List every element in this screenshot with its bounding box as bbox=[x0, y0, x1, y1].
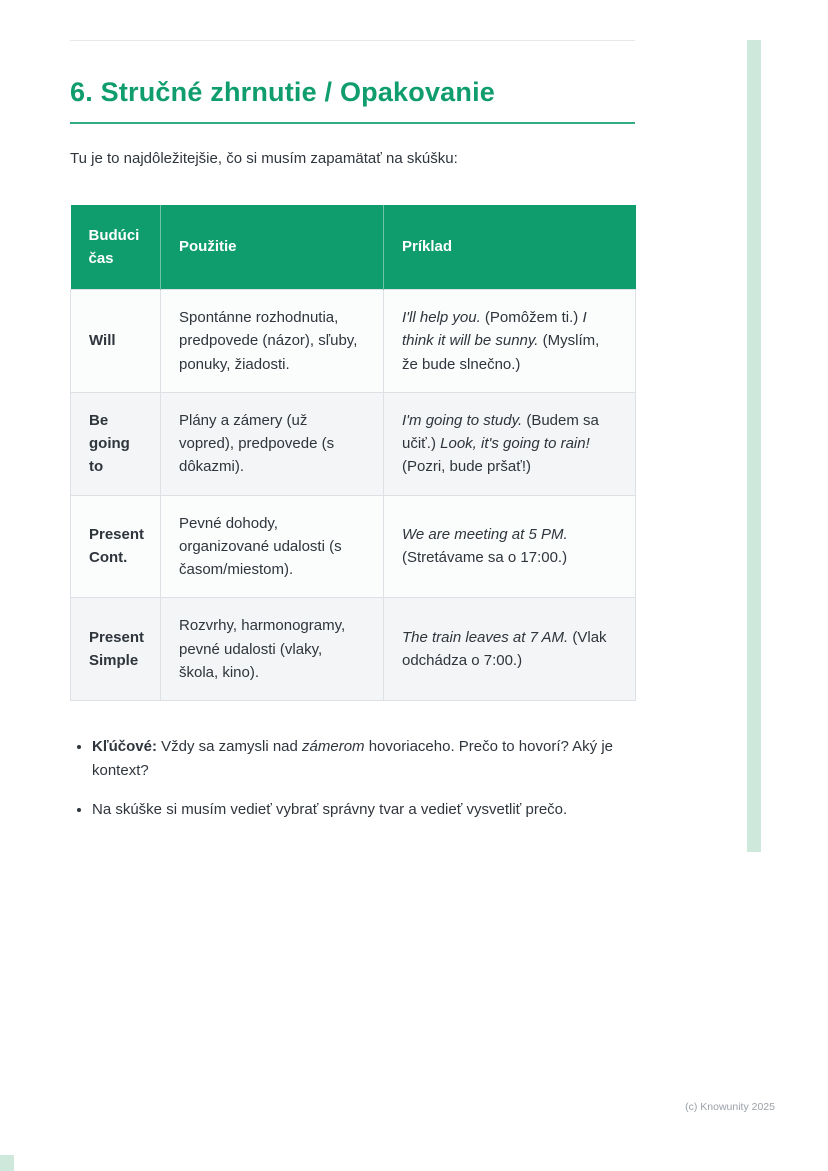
right-accent-stripe bbox=[747, 40, 761, 852]
text-run: (Budem sa učiť.) bbox=[402, 411, 599, 453]
text-run: (Stretávame sa o 17:00.) bbox=[402, 549, 568, 567]
table-row bbox=[71, 598, 636, 701]
text-run: (Myslím, že bude slnečno.) bbox=[402, 332, 600, 373]
example-cell bbox=[384, 290, 636, 393]
text-run: hovoriaceho. Prečo to hovorí? Aký je kontext? bbox=[92, 738, 614, 780]
usage-cell: Plány a zámery (už vopred), predpovede (s dôkazmi). bbox=[161, 392, 384, 495]
text-run: I think it will be sunny. bbox=[402, 309, 587, 350]
usage-cell: Pevné dohody, organizované udalosti (s časom/miestom). bbox=[161, 495, 384, 598]
text-run: (Pomôžem ti.) bbox=[480, 309, 583, 327]
summary-table bbox=[70, 205, 636, 702]
text-run: (Vlak odchádza o 7:00.) bbox=[402, 628, 607, 670]
text-run: Kľúčové: bbox=[92, 738, 157, 756]
text-run: I'll help you. bbox=[402, 309, 481, 327]
text-run: (Pozri, bude pršať!) bbox=[402, 458, 532, 476]
tense-cell: Present Cont. bbox=[71, 495, 161, 598]
text-run: Vždy sa zamysli nad bbox=[156, 738, 303, 756]
page-title: 6. Stručné zhrnutie / Opakovanie bbox=[70, 77, 496, 107]
text-run: zámerom bbox=[302, 738, 365, 756]
table-row bbox=[71, 392, 636, 495]
example-cell bbox=[384, 495, 636, 598]
tense-cell: Be going to bbox=[71, 392, 161, 495]
tense-cell: Will bbox=[71, 290, 161, 393]
text-run: I'm going to study. bbox=[402, 411, 523, 429]
text-run: Look, it's going to rain! bbox=[440, 435, 590, 453]
text-run: We are meeting at 5 PM. bbox=[402, 526, 568, 544]
intro-text: Tu je to najdôležitejšie, čo si musím zapamätať na skúšku: bbox=[70, 150, 458, 168]
content-area bbox=[70, 40, 635, 837]
header-tense: Budúci čas bbox=[71, 205, 161, 290]
usage-cell: Spontánne rozhodnutia, predpovede (názor), sľuby, ponuky, žiadosti. bbox=[161, 290, 384, 393]
key-points-list bbox=[70, 735, 635, 822]
table-header-row bbox=[71, 205, 636, 290]
usage-cell: Rozvrhy, harmonogramy, pevné udalosti (vlaky, škola, kino). bbox=[161, 598, 384, 701]
table-row bbox=[71, 290, 636, 393]
header-usage: Použitie bbox=[161, 205, 384, 290]
list-item bbox=[92, 798, 635, 822]
tense-cell: Present Simple bbox=[71, 598, 161, 701]
table-row bbox=[71, 495, 636, 598]
example-cell bbox=[384, 392, 636, 495]
list-item bbox=[92, 735, 635, 783]
title-divider bbox=[70, 122, 635, 124]
header-example: Príklad bbox=[384, 205, 636, 290]
bottom-left-accent bbox=[0, 1155, 14, 1171]
text-run: Na skúške si musím vedieť vybrať správny tvar a vedieť vysvetliť prečo. bbox=[92, 801, 568, 819]
footer-credit: (c) Knowunity 2025 bbox=[685, 1101, 775, 1113]
text-run: The train leaves at 7 AM. bbox=[402, 628, 569, 646]
example-cell bbox=[384, 598, 636, 701]
